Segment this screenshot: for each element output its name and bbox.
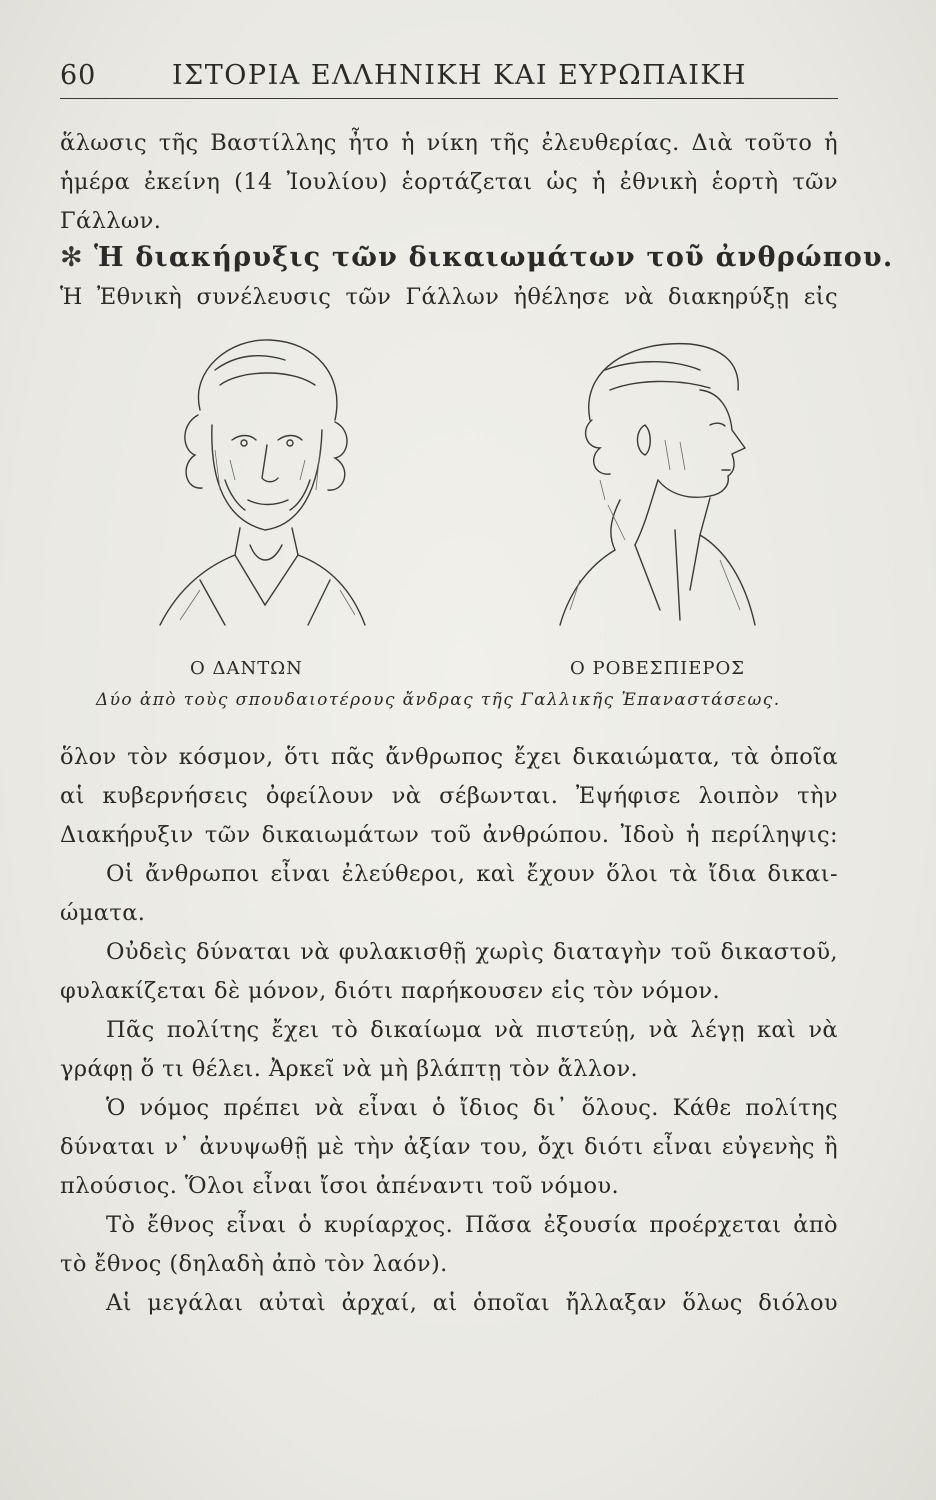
section-heading (60, 238, 894, 278)
text-line: Γάλλων. (60, 208, 162, 234)
text-line: Ὁ νόμος πρέπει νὰ εἶναι ὁ ἴδιος δι᾽ ὅλους. Κάθε πολίτης (106, 1095, 838, 1121)
text-line: Οἱ ἄνθρωποι εἶναι ἐλεύθεροι, καὶ ἔχουν ὅλοι τὰ ἴδια δικαι- (106, 861, 838, 887)
text-line: πλούσιος. Ὅλοι εἶναι ἴσοι ἀπέναντι τοῦ νόμου. (60, 1173, 620, 1199)
text-line: αἱ κυβερνήσεις ὀφείλουν νὰ σέβωνται. Ἐψήφισε λοιπὸν τὴν (60, 783, 838, 809)
running-title: ΙΣΤΟΡΙΑ ΕΛΛΗΝΙΚΗ ΚΑΙ ΕΥΡΩΠΑΙΚΗ (172, 60, 748, 91)
text-line: τὸ ἔθνος (δηλαδὴ ἀπὸ τὸν λαόν). (60, 1251, 448, 1277)
text-line: φυλακίζεται δὲ μόνον, διότι παρήκουσεν εἰς τὸν νόμον. (60, 978, 721, 1004)
text-line: Αἱ μεγάλαι αὐταὶ ἀρχαί, αἱ ὁποῖαι ἤλλαξαν ὅλως διόλου (106, 1290, 838, 1316)
text-line: Τὸ ἔθνος εἶναι ὁ κυρίαρχος. Πᾶσα ἐξουσία προέρχεται ἀπὸ (106, 1212, 838, 1238)
figure-subcaption: Δύο ἀπὸ τοὺς σπουδαιοτέρους ἄνδρας τῆς Γαλλικῆς Ἐπαναστάσεως. (96, 690, 781, 710)
danton-caption: Ο ΔΑΝΤΩΝ (190, 658, 303, 679)
intro-paragraph (60, 124, 838, 241)
section-intro (60, 278, 838, 317)
text-line: Διακήρυξιν τῶν δικαιωμάτων τοῦ ἀνθρώπου. Ἰδοὺ ἡ περίληψις: (60, 822, 838, 848)
portrait-figure (60, 330, 838, 679)
text-line: Πᾶς πολίτης ἔχει τὸ δικαίωμα νὰ πιστεύῃ, νὰ λέγῃ καὶ νὰ (106, 1017, 838, 1043)
text-line: γράφῃ ὅ τι θέλει. Ἀρκεῖ νὰ μὴ βλάπτῃ τὸν ἄλλον. (60, 1056, 639, 1082)
text-line: ἅλωσις τῆς Βαστίλλης ἦτο ἡ νίκη τῆς ἐλευθερίας. Διὰ τοῦτο ἡ (60, 130, 838, 156)
text-line: ἡμέρα ἐκείνη (14 Ἰουλίου) ἑορτάζεται ὡς ἡ ἐθνικὴ ἑορτὴ τῶν (60, 169, 838, 195)
asterisk-mark-icon: ✻ (60, 242, 84, 273)
body-text (60, 738, 838, 1323)
page-number: 60 (60, 60, 97, 91)
text-line: ὅλον τὸν κόσμον, ὅτι πᾶς ἄνθρωπος ἔχει δικαιώματα, τὰ ὁποῖα (60, 744, 838, 770)
section-heading-text: Ἡ διακήρυξις τῶν δικαιωμάτων τοῦ ἀνθρώπου. (94, 242, 894, 273)
page-header (60, 58, 838, 99)
text-line: Ἡ Ἐθνικὴ συνέλευσις τῶν Γάλλων ἠθέλησε νὰ διακηρύξῃ εἰς (60, 284, 838, 310)
danton-portrait (140, 330, 370, 630)
robespierre-caption: Ο ΡΟΒΕΣΠΙΕΡΟΣ (570, 658, 745, 679)
text-line: ώματα. (60, 900, 146, 926)
text-line: Οὐδεὶς δύναται νὰ φυλακισθῇ χωρὶς διαταγὴν τοῦ δικαστοῦ, (106, 939, 838, 965)
text-line: δύναται ν᾽ ἀνυψωθῇ μὲ τὴν ἀξίαν του, ὄχι διότι εἶναι εὐγενὴς ἢ (60, 1134, 838, 1160)
robespierre-portrait (550, 330, 780, 630)
